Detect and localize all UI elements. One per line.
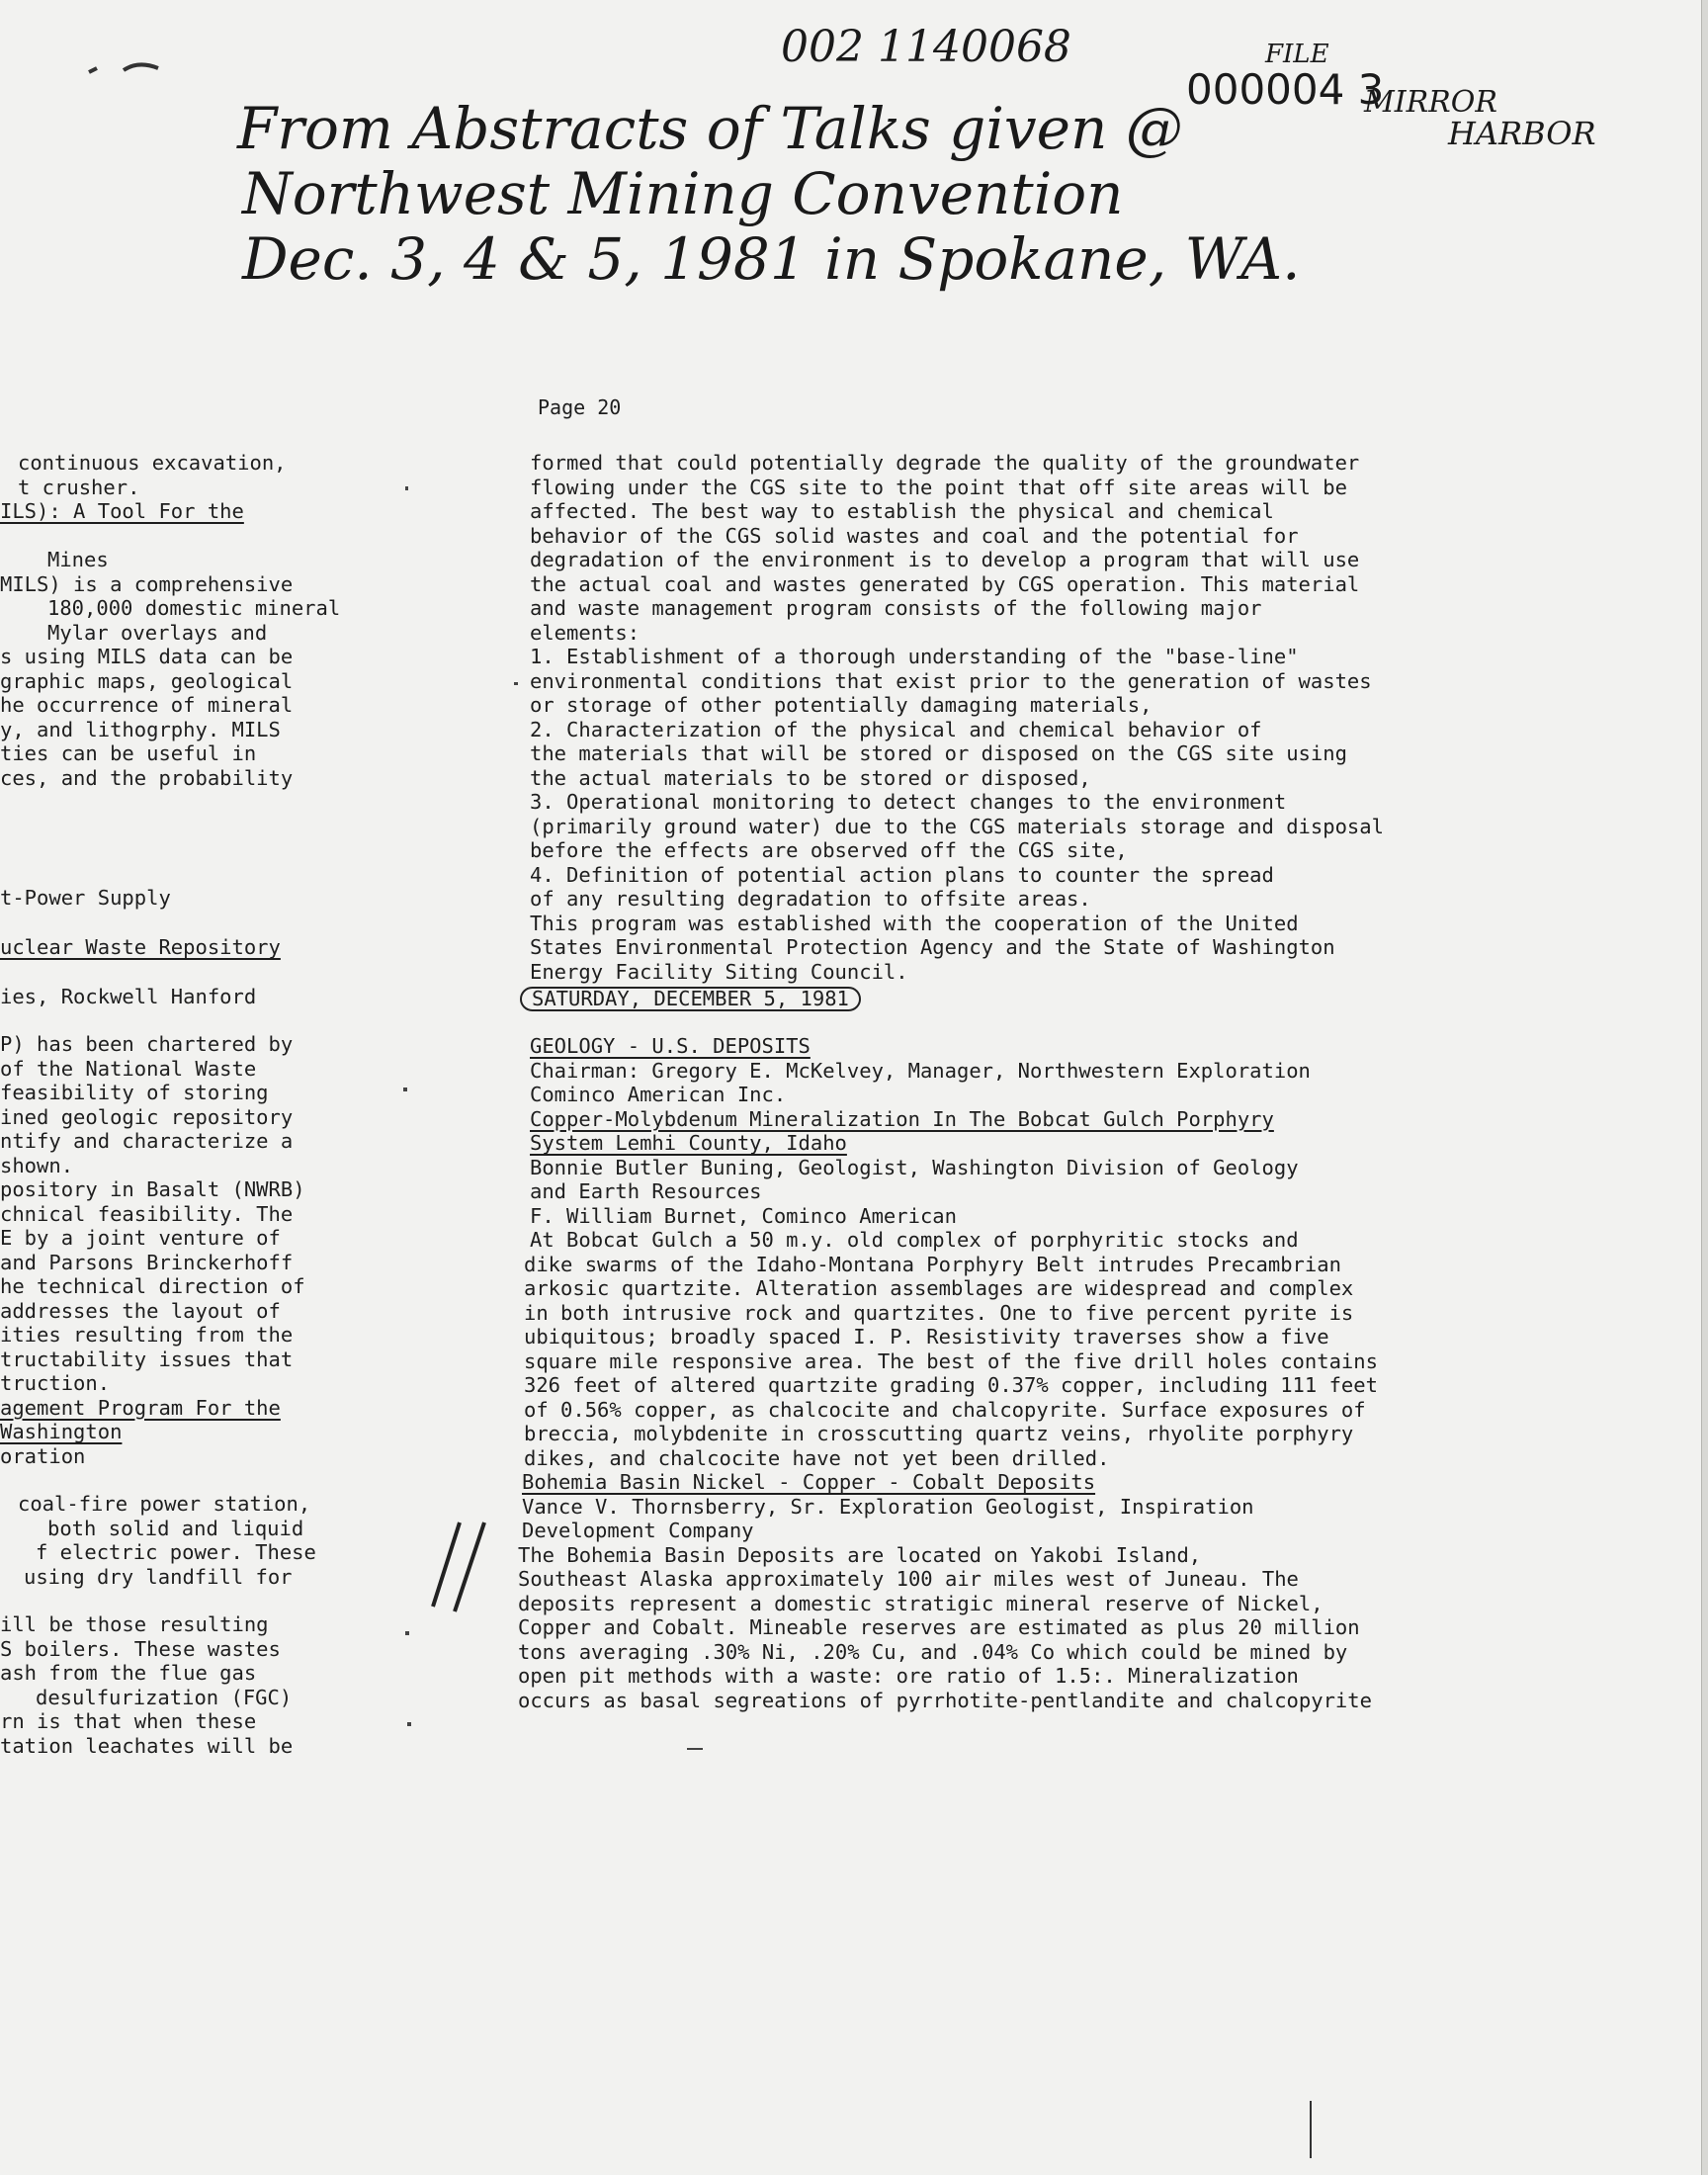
left-column-line: pository in Basalt (NWRB) xyxy=(0,1177,305,1201)
main-column-line: (primarily ground water) due to the CGS materials storage and disposal xyxy=(530,814,1384,838)
main-column-line: This program was established with the cooperation of the United xyxy=(530,911,1299,935)
main-column-line: The Bohemia Basin Deposits are located on Yakobi Island, xyxy=(518,1542,1202,1567)
left-column-line: ces, and the probability xyxy=(0,765,294,790)
main-column-line: Southeast Alaska approximately 100 air miles west of Juneau. The xyxy=(518,1567,1299,1591)
left-column-line: continuous excavation, xyxy=(18,451,287,475)
left-column-line: f electric power. These xyxy=(36,1540,316,1564)
handwritten-harbor: HARBOR xyxy=(1448,115,1596,152)
main-column-line: arkosic quartzite. Alteration assemblages are widespread and complex xyxy=(524,1276,1354,1300)
main-column-line: and Earth Resources xyxy=(530,1179,762,1203)
left-column-line: he occurrence of mineral xyxy=(0,693,294,717)
main-column-line: formed that could potentially degrade the quality of the groundwater xyxy=(530,451,1360,475)
scan-line xyxy=(1310,2101,1312,2158)
left-column-line: ILS): A Tool For the xyxy=(0,499,244,523)
main-column-line: 2. Characterization of the physical and chemical behavior of xyxy=(530,717,1262,741)
main-column-line: the actual coal and wastes generated by CGS operation. This material xyxy=(530,571,1360,596)
left-column-line: uclear Waste Repository xyxy=(0,935,281,959)
main-column-line: Chairman: Gregory E. McKelvey, Manager, Northwestern Exploration xyxy=(530,1058,1311,1083)
main-column-line: ubiquitous; broadly spaced I. P. Resistivity traverses show a five xyxy=(524,1325,1329,1348)
left-column-line: tructability issues that xyxy=(0,1347,294,1371)
left-column-line: of the National Waste xyxy=(0,1056,257,1081)
main-column-line: degradation of the environment is to develop a program that will use xyxy=(530,548,1360,571)
handwritten-tick-mark xyxy=(79,54,178,84)
handwritten-note-line-2: Northwest Mining Convention xyxy=(242,160,1124,227)
scan-dot xyxy=(514,682,518,685)
main-column-line: the materials that will be stored or disposed on the CGS site using xyxy=(530,741,1347,765)
left-column-line: oration xyxy=(0,1443,86,1468)
left-column-line: ntify and characterize a xyxy=(0,1129,294,1153)
left-column-line: P) has been chartered by xyxy=(0,1032,294,1056)
left-column-line: ties can be useful in xyxy=(0,741,257,765)
scan-dot xyxy=(407,1722,411,1726)
left-column-line: y, and lithogrphy. MILS xyxy=(0,717,281,741)
left-column-line: t-Power Supply xyxy=(0,886,171,910)
main-column-line: Copper and Cobalt. Mineable reserves are estimated as plus 20 million xyxy=(518,1615,1360,1639)
main-column-line: 326 feet of altered quartzite grading 0.37% copper, including 111 feet xyxy=(524,1373,1378,1397)
left-column-line: and Parsons Brinckerhoff xyxy=(0,1250,294,1274)
left-column-line: truction. xyxy=(0,1371,111,1395)
main-column-line: States Environmental Protection Agency and the State of Washington xyxy=(530,935,1335,959)
left-column-line: he technical direction of xyxy=(0,1274,305,1298)
talk-title-bohemia: Bohemia Basin Nickel - Copper - Cobalt Deposits xyxy=(522,1470,1096,1494)
main-column-line: affected. The best way to establish the physical and chemical xyxy=(530,499,1274,523)
main-column-line: in both intrusive rock and quartzites. One to five percent pyrite is xyxy=(524,1300,1354,1325)
left-column-line: rn is that when these xyxy=(0,1709,257,1733)
section-heading-geology: GEOLOGY - U.S. DEPOSITS xyxy=(530,1034,811,1058)
left-column-line: both solid and liquid xyxy=(47,1516,304,1540)
handwritten-file-stamp: 000004 3 xyxy=(1186,65,1385,114)
main-column-line: the actual materials to be stored or disposed, xyxy=(530,765,1091,790)
session-date-heading: SATURDAY, DECEMBER 5, 1981 xyxy=(520,987,861,1011)
handwritten-file-word: FILE xyxy=(1265,40,1329,69)
scan-dot xyxy=(405,1631,409,1635)
page-number-label: Page 20 xyxy=(538,395,622,419)
main-column-line: Cominco American Inc. xyxy=(530,1083,787,1106)
main-column-line: 3. Operational monitoring to detect changes to the environment xyxy=(530,790,1287,814)
main-column-line: elements: xyxy=(530,620,640,645)
main-column-line: F. William Burnet, Cominco American xyxy=(530,1203,957,1228)
left-column-line: Mines xyxy=(47,548,109,571)
main-column-line: 4. Definition of potential action plans to counter the spread xyxy=(530,862,1274,887)
left-column-line: ill be those resulting xyxy=(0,1612,269,1636)
main-column-line: deposits represent a domestic stratigic mineral reserve of Nickel, xyxy=(518,1591,1324,1615)
left-column-line: E by a joint venture of xyxy=(0,1226,281,1250)
scan-dot xyxy=(405,486,408,490)
left-column-line: using dry landfill for xyxy=(24,1564,293,1589)
left-column-line: desulfurization (FGC) xyxy=(36,1685,293,1709)
scan-dot xyxy=(403,1088,407,1091)
main-column-line: open pit methods with a waste: ore ratio of 1.5:. Mineralization xyxy=(518,1664,1299,1688)
left-column-line: graphic maps, geological xyxy=(0,668,294,693)
left-column-line: Mylar overlays and xyxy=(47,620,268,645)
left-column-line: agement Program For the xyxy=(0,1395,281,1420)
left-column-line: ash from the flue gas xyxy=(0,1661,257,1685)
main-column-line: occurs as basal segreations of pyrrhotite-pentlandite and chalcopyrite xyxy=(518,1688,1372,1712)
handwritten-note-line-3: Dec. 3, 4 & 5, 1981 in Spokane, WA. xyxy=(242,225,1301,293)
left-column-line: addresses the layout of xyxy=(0,1298,281,1323)
main-column-line: square mile responsive area. The best of the five drill holes contains xyxy=(524,1348,1378,1373)
page-edge xyxy=(1701,0,1708,2175)
main-column-line: Development Company xyxy=(522,1519,754,1542)
main-column-line: tons averaging .30% Ni, .20% Cu, and .04% Co which could be mined by xyxy=(518,1639,1348,1664)
left-column-line: S boilers. These wastes xyxy=(0,1636,281,1661)
left-column-line: chnical feasibility. The xyxy=(0,1201,294,1226)
main-column-line: flowing under the CGS site to the point that off site areas will be xyxy=(530,475,1347,499)
talk-title-bobcat: Copper-Molybdenum Mineralization In The Bobcat Gulch Porphyry xyxy=(530,1106,1274,1131)
main-column-line: environmental conditions that exist prior to the generation of wastes xyxy=(530,668,1372,693)
scan-dash xyxy=(687,1748,703,1750)
main-column-line: Bonnie Butler Buning, Geologist, Washington Division of Geology xyxy=(530,1155,1299,1179)
left-column-line: ies, Rockwell Hanford xyxy=(0,985,257,1008)
main-column-line: and waste management program consists of the following major xyxy=(530,596,1262,620)
left-column-line: Washington xyxy=(0,1420,123,1443)
main-column-line: behavior of the CGS solid wastes and coal and the potential for xyxy=(530,523,1299,548)
main-column-line: dike swarms of the Idaho-Montana Porphyry Belt intrudes Precambrian xyxy=(524,1252,1341,1276)
main-column-line: of any resulting degradation to offsite areas. xyxy=(530,887,1091,911)
left-column-line: feasibility of storing xyxy=(0,1081,269,1104)
left-column-line: t crusher. xyxy=(18,475,140,499)
main-column-line: 1. Establishment of a thorough understanding of the "base-line" xyxy=(530,645,1299,668)
handwritten-mirror: MIRROR xyxy=(1364,85,1497,120)
left-column-line: ities resulting from the xyxy=(0,1323,294,1347)
handwritten-note-line-1: From Abstracts of Talks given @ xyxy=(237,95,1183,162)
main-column-line: Vance V. Thornsberry, Sr. Exploration Geologist, Inspiration xyxy=(522,1494,1254,1519)
handwritten-doc-number: 002 1140068 xyxy=(781,22,1071,72)
handwritten-double-slash-mark xyxy=(425,1518,494,1616)
left-column-line: shown. xyxy=(0,1153,74,1177)
left-column-line: tation leachates will be xyxy=(0,1733,294,1758)
main-column-line: breccia, molybdenite in crosscutting quartz veins, rhyolite porphyry xyxy=(524,1422,1354,1445)
main-column-line: or storage of other potentially damaging materials, xyxy=(530,693,1153,717)
left-column-line: s using MILS data can be xyxy=(0,645,294,668)
left-column-line: ined geologic repository xyxy=(0,1104,294,1129)
left-column-line: coal-fire power station, xyxy=(18,1492,311,1516)
main-column-line: before the effects are observed off the CGS site, xyxy=(530,838,1128,862)
talk-title-bobcat: System Lemhi County, Idaho xyxy=(530,1131,847,1155)
main-column-line: of 0.56% copper, as chalcocite and chalcopyrite. Surface exposures of xyxy=(524,1397,1366,1422)
main-column-line: Energy Facility Siting Council. xyxy=(530,959,908,984)
left-column-line: 180,000 domestic mineral xyxy=(47,596,341,620)
main-column-line: At Bobcat Gulch a 50 m.y. old complex of porphyritic stocks and xyxy=(530,1228,1299,1252)
left-column-line: MILS) is a comprehensive xyxy=(0,571,294,596)
main-column-line: dikes, and chalcocite have not yet been drilled. xyxy=(524,1445,1110,1470)
